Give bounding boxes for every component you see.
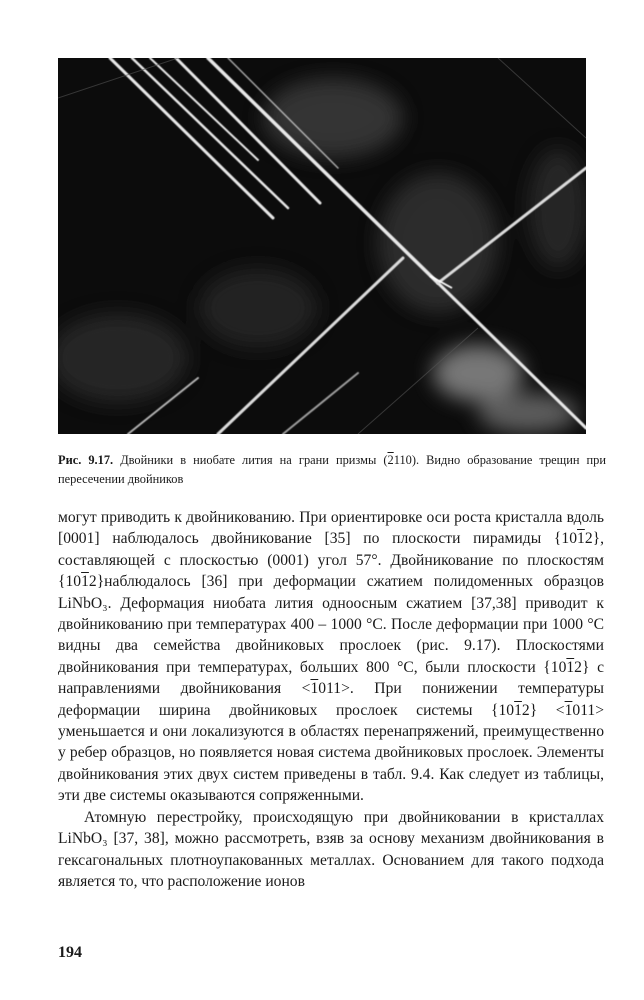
micrograph-drawing bbox=[58, 58, 586, 434]
page-number: 194 bbox=[58, 944, 82, 961]
body-text bbox=[58, 507, 604, 892]
paragraph-1-segment-3: 2}наблюдалось [36] при деформации сжатием полидоменных образцов LiNbO₃. Деформация ниобата лития одноосным сжатием [37,38] приводит к двойникованию при температурах 400 – 1000 °C. После деформации при 1000 °C видны два семейства двойниковых прослоек (рис. 9.17). Плоскостями двойникования при температурах, больших 800 °C, были плоскости {10 bbox=[58, 573, 604, 676]
paragraph-1-segment-4: 2} с направлениями двойникования < bbox=[58, 658, 604, 698]
paragraph-1-segment-5: 011>. При понижении температуры деформации ширина двойниковых прослоек системы {10 bbox=[58, 680, 604, 719]
paragraph-1-segment-2: 2}, составляющей с плоскостью (0001) угол 57°. Двойникование по плоскостям {10 bbox=[58, 530, 604, 591]
paragraph-1 bbox=[58, 507, 604, 807]
overbar-index-6: 1 bbox=[564, 701, 573, 719]
overbar-index-4: 1 bbox=[310, 680, 319, 698]
figure-caption-text-1: Двойники в ниобате лития на грани призмы ( bbox=[113, 453, 388, 467]
figure-caption-overbar-digit: 2 bbox=[387, 453, 394, 467]
figure-caption bbox=[58, 451, 606, 489]
overbar-index-1: 1 bbox=[577, 530, 585, 548]
overbar-index-3: 1 bbox=[566, 658, 575, 676]
paragraph-1-segment-1: могут приводить к двойникованию. При ориентировке оси роста кристалла вдоль [0001] наблюдалось двойникование [35] по плоскости пирамиды {10 bbox=[58, 509, 604, 548]
paragraph-2: Атомную перестройку, происходящую при двойниковании в кристаллах LiNbO₃ [37, 38], можно рассмотреть, взяв за основу механизм двойникования в гексагональных плотноупакованных металлах. Основанием для такого подхода является то, что расположение ионов bbox=[58, 808, 604, 890]
figure-caption-text-2: 110). Видно образование трещин при пересечении двойников bbox=[58, 453, 607, 486]
overbar-index-2: 1 bbox=[81, 573, 89, 591]
figure-caption-label: Рис. 9.17. bbox=[58, 453, 114, 467]
paragraph-1-segment-7: 011> уменьшается и они локализуются в областях перенапряжений, преимущественно у ребер образцов, но появляется новая система двойниковых прослоек. Элементы двойникования этих двух систем приведены в табл. 9.4. Как следует из таблицы, эти две системы оказываются сопряженными. bbox=[58, 701, 604, 805]
twin-micrograph-image bbox=[58, 58, 586, 434]
paragraph-1-segment-6: 2} < bbox=[521, 701, 565, 719]
overbar-index-5: 1 bbox=[514, 701, 522, 719]
